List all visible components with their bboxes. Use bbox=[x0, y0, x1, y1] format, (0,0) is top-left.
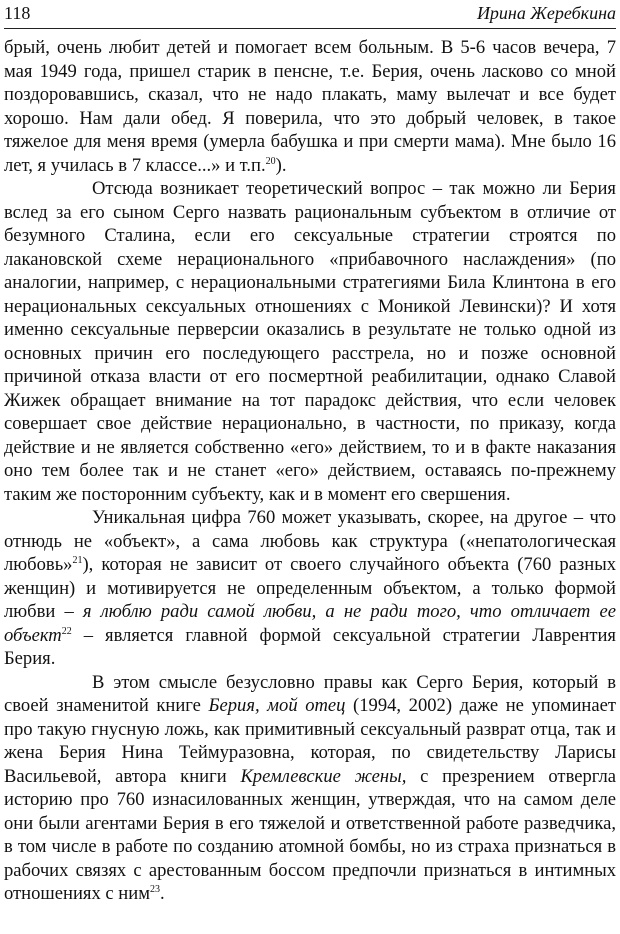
paragraph bbox=[4, 177, 616, 506]
running-header bbox=[4, 0, 616, 29]
text-run: . bbox=[159, 883, 165, 904]
text-run: ). bbox=[275, 154, 287, 176]
text-run: с презрением отвергла историю про 760 изнасилованных женщин, утверждая, что на самом деле они были агентами Берия в его тяжелой и ответственной работе разведчика, в том числе в работе по созданию атомной бомбы, но из страха признаться в рабочих связях с арестованным боссом предпочли признаться в интимных отношениях с ним bbox=[4, 765, 616, 904]
paragraph bbox=[4, 671, 616, 906]
page-number: 118 bbox=[4, 3, 31, 23]
running-author: Ирина Жеребкина bbox=[476, 3, 616, 23]
text-run: Отсюда возникает теоретический вопрос – так можно ли Берия вслед за его сыном Серго назвать рациональным субъектом в отличие от безумного Сталина, если его сексуальные стратегии строятся по лакановской схеме нерационального «прибавочного наслаждения» (по аналогии, например, с нерациональными стратегиями Била Клинтона в его нерациональных сексуальных отношениях с Моникой Левински)? И хотя именно сексуальные перверсии оказались в результате не только одной из основных причин его последующего расстрела, но и позже основной причиной отказа власти от его посмертной реабилитации, однако Славой Жижек обращает внимание на тот парадокс действия, что если человек совершает свое действие нерационально, в частности, по приказу, когда действие и не является собственно «его» действием, то и в факте наказания оно тем более так и не станет «его» действием, оставаясь по-прежнему таким же посторонним субъекту, как и в момент его свершения. bbox=[4, 178, 616, 505]
italic-text: Берия, мой отец bbox=[208, 695, 346, 716]
italic-text: я люблю ради самой любви, а не ради того, что отличает ее объект bbox=[4, 601, 616, 646]
text-run: (1994, 2002) даже не упоминает про такую гнусную ложь, как примитивный сексуальный разврат отца, так и жена Берия Нина Теймуразовна, которая, по свидетельству Ларисы Васильевой, автора книги bbox=[4, 695, 616, 787]
text-run: брый, очень любит детей и помогает всем больным. В 5-6 часов вечера, 7 мая 1949 года, пришел старик в пенсне, т.е. Берия, очень ласково со мной поздоровавшись, сказал, что не надо плакать, маму вылечат и все будет хорошо. Нам дали обед. Я поверила, что это добрый человек, в такое тяжелое для меня время (умерла бабушка и при смерти мама). Мне было 16 лет, я училась в 7 классе...» и т.п. bbox=[4, 37, 616, 176]
footnote-ref: 21 bbox=[72, 555, 83, 566]
italic-text: Кремлевские жены, bbox=[240, 765, 407, 787]
text-run: – является главной формой сексуальной стратегии Лаврентия Берия. bbox=[4, 624, 616, 669]
footnote-ref: 22 bbox=[61, 625, 72, 637]
footnote-ref: 23 bbox=[149, 884, 160, 895]
text-run: В этом смысле безусловно правы как Серго Берия, который в своей знаменитой книге bbox=[4, 671, 616, 716]
footnote-ref: 20 bbox=[265, 155, 276, 167]
body-text bbox=[4, 36, 616, 906]
paragraph bbox=[4, 36, 616, 177]
text-run: Уникальная цифра 760 может указывать, скорее, на другое – что отнюдь не «объект», а сама любовь как структура («непатологическая любовь» bbox=[4, 507, 616, 575]
paragraph bbox=[4, 506, 616, 671]
text-run: ), которая не зависит от своего случайного объекта (760 разных женщин) и мотивируется не определенным объектом, а только формой любви – bbox=[4, 554, 616, 622]
